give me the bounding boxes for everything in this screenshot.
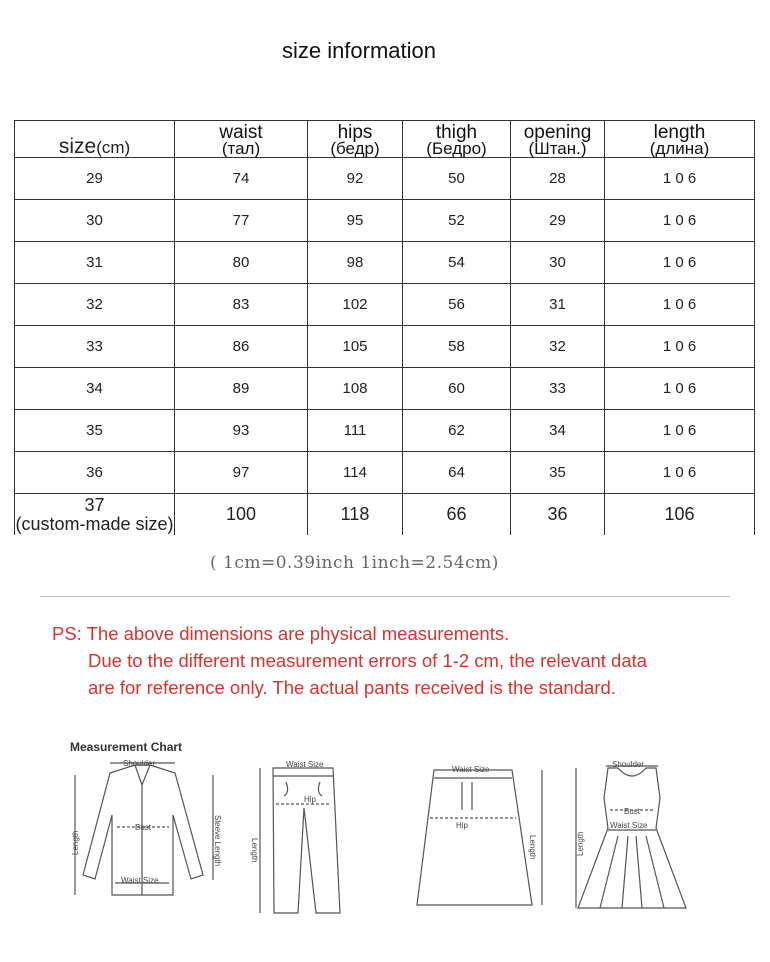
cell-opening: 29: [511, 200, 605, 242]
cell-length: 1 0 6: [605, 368, 755, 410]
cell-size: 33: [15, 326, 175, 368]
cell-length: 1 0 6: [605, 326, 755, 368]
dress-figure: [570, 758, 695, 918]
cell-hips: 95: [308, 200, 403, 242]
table-header-row: [15, 121, 755, 158]
cell-thigh: 50: [403, 158, 511, 200]
cell-size: 36: [15, 452, 175, 494]
cell-length: 106: [605, 494, 755, 536]
cell-opening: 33: [511, 368, 605, 410]
ps-note: [52, 620, 647, 701]
cell-size: 29: [15, 158, 175, 200]
measurement-chart-label: Measurement Chart: [70, 740, 183, 754]
header-size: size(cm): [15, 121, 175, 158]
cell-length: 1 0 6: [605, 452, 755, 494]
table-row: [15, 242, 755, 284]
cell-hips: 111: [308, 410, 403, 452]
cell-hips: 118: [308, 494, 403, 536]
cell-waist: 74: [175, 158, 308, 200]
cell-length: 1 0 6: [605, 200, 755, 242]
header-thigh: thigh (Бедро): [403, 121, 511, 158]
table-row-custom: [15, 494, 755, 536]
skirt-hip-label: Hip: [456, 821, 469, 830]
cell-waist: 100: [175, 494, 308, 536]
cell-hips: 114: [308, 452, 403, 494]
cell-length: 1 0 6: [605, 410, 755, 452]
table-row: [15, 452, 755, 494]
cell-thigh: 62: [403, 410, 511, 452]
table-row: [15, 200, 755, 242]
cell-opening: 36: [511, 494, 605, 536]
shirt-length-label: Length: [71, 830, 80, 855]
pants-length-label: Length: [250, 838, 259, 863]
dress-length-label: Length: [576, 831, 585, 856]
dress-bust-label: Bust: [624, 807, 641, 816]
header-opening: opening (Штан.): [511, 121, 605, 158]
cell-opening: 30: [511, 242, 605, 284]
cell-opening: 32: [511, 326, 605, 368]
cell-hips: 98: [308, 242, 403, 284]
cell-size: 31: [15, 242, 175, 284]
table-row: [15, 284, 755, 326]
shirt-waist-label: Waist Size: [121, 876, 159, 885]
cell-waist: 77: [175, 200, 308, 242]
cell-hips: 102: [308, 284, 403, 326]
cell-thigh: 58: [403, 326, 511, 368]
cell-size: 30: [15, 200, 175, 242]
cell-waist: 97: [175, 452, 308, 494]
cell-hips: 108: [308, 368, 403, 410]
cell-waist: 83: [175, 284, 308, 326]
cell-waist: 89: [175, 368, 308, 410]
cell-length: 1 0 6: [605, 242, 755, 284]
cell-opening: 34: [511, 410, 605, 452]
cell-size: 32: [15, 284, 175, 326]
skirt-length-label: Length: [528, 835, 537, 860]
cell-thigh: 56: [403, 284, 511, 326]
cell-length: 1 0 6: [605, 158, 755, 200]
table-row: [15, 410, 755, 452]
cell-size: 34: [15, 368, 175, 410]
cell-thigh: 64: [403, 452, 511, 494]
skirt-waist-label: Waist Size: [452, 765, 490, 774]
cell-size-custom: 37 (custom-made size): [15, 494, 174, 534]
pants-figure: [248, 758, 348, 918]
header-hips: hips (бедр): [308, 121, 403, 158]
cell-thigh: 52: [403, 200, 511, 242]
ps-line-3: are for reference only. The actual pants received is the standard.: [88, 677, 616, 698]
cell-thigh: 60: [403, 368, 511, 410]
dress-waist-label: Waist Size: [610, 821, 648, 830]
shirt-shoulder-label: Shoulder: [123, 759, 156, 768]
cell-waist: 80: [175, 242, 308, 284]
cell-opening: 28: [511, 158, 605, 200]
page-title: size information: [281, 38, 437, 63]
custom-size-note: (custom-made size): [15, 513, 174, 534]
cell-thigh: 66: [403, 494, 511, 536]
cell-hips: 105: [308, 326, 403, 368]
cell-waist: 93: [175, 410, 308, 452]
table-row: [15, 368, 755, 410]
header-length: length (длина): [605, 121, 755, 158]
pants-waist-label: Waist Size: [286, 760, 324, 769]
shirt-sleeve-label: Sleeve Length: [213, 815, 222, 867]
cell-opening: 31: [511, 284, 605, 326]
cell-thigh: 54: [403, 242, 511, 284]
cell-opening: 35: [511, 452, 605, 494]
cell-waist: 86: [175, 326, 308, 368]
ps-line-2: Due to the different measurement errors of 1-2 cm, the relevant data: [88, 650, 648, 671]
shirt-bust-label: Bust: [135, 823, 152, 832]
shirt-figure: [65, 755, 225, 905]
table-row: [15, 326, 755, 368]
size-table: [14, 120, 755, 535]
header-waist: waist (тал): [175, 121, 308, 158]
dress-shoulder-label: Shoulder: [612, 760, 645, 769]
pants-hip-label: Hip: [304, 795, 317, 804]
divider: [40, 596, 730, 597]
unit-conversion: ( 1cm=0.39inch 1inch=2.54cm): [210, 553, 499, 573]
ps-line-1: PS: The above dimensions are physical measurements.: [52, 623, 510, 644]
table-row: [15, 158, 755, 200]
cell-size: 35: [15, 410, 175, 452]
cell-hips: 92: [308, 158, 403, 200]
skirt-figure: [412, 760, 552, 910]
cell-length: 1 0 6: [605, 284, 755, 326]
